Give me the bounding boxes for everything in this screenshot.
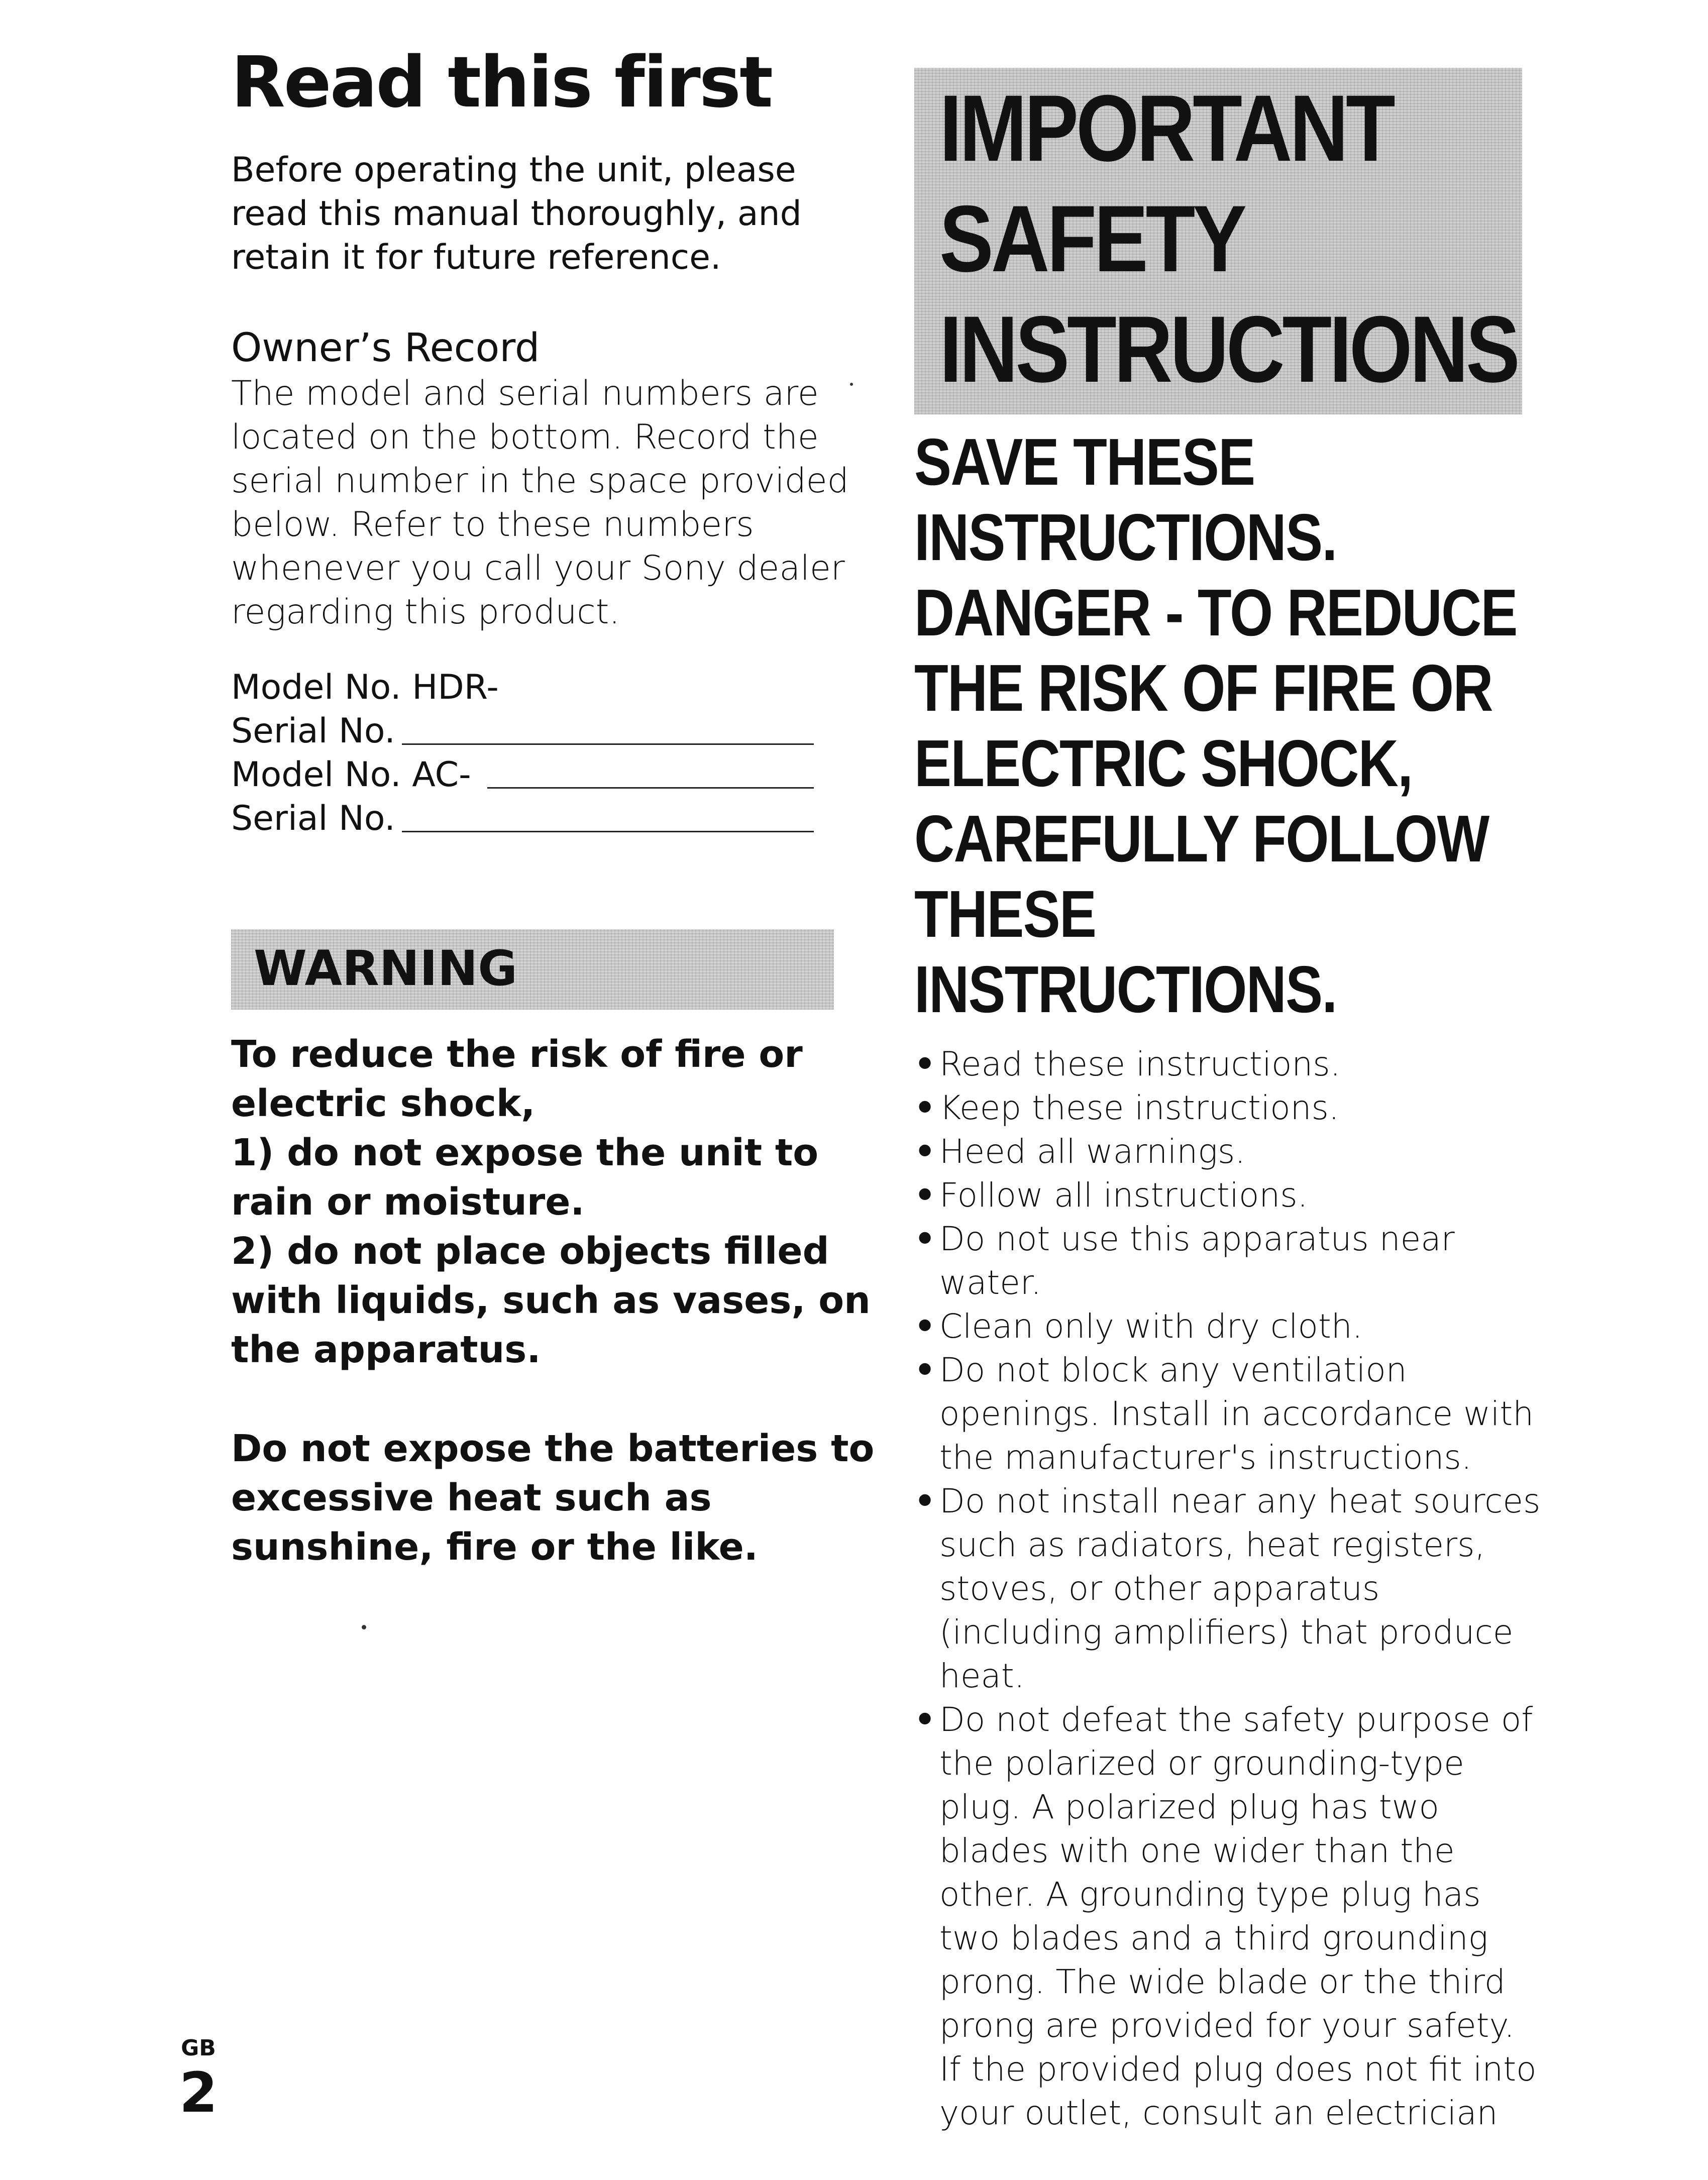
heading-line: CAREFULLY FOLLOW bbox=[914, 802, 1489, 876]
field-model-ac bbox=[231, 753, 854, 797]
heading-line: INSTRUCTIONS bbox=[939, 296, 1518, 402]
field-model-hdr bbox=[231, 666, 854, 709]
warning-line: To reduce the risk of fire or bbox=[231, 1033, 803, 1076]
list-item-line: Keep these instructions. bbox=[939, 1088, 1339, 1127]
list-item-line: prong are provided for your safety. bbox=[939, 2006, 1515, 2045]
owners-record-paragraph bbox=[231, 372, 854, 634]
scan-speck bbox=[850, 383, 853, 386]
list-item bbox=[914, 1130, 1577, 1173]
record-fields bbox=[231, 666, 854, 840]
heading-line: DANGER - TO REDUCE bbox=[914, 576, 1517, 649]
scan-speck bbox=[362, 1625, 366, 1629]
list-item-line: Do not use this apparatus near bbox=[939, 1220, 1455, 1258]
list-item-line: Heed all warnings. bbox=[939, 1132, 1246, 1171]
list-item-line: Clean only with dry cloth. bbox=[939, 1307, 1363, 1346]
warning-label: WARNING bbox=[254, 940, 517, 997]
page-footer bbox=[178, 2034, 219, 2123]
record-line: located on the bottom. Record the bbox=[231, 417, 819, 457]
page-title: Read this first bbox=[231, 42, 772, 124]
list-item-line: prong. The wide blade or the third bbox=[939, 1963, 1506, 2001]
battery-line: sunshine, fire or the like. bbox=[231, 1525, 758, 1569]
heading-line: INSTRUCTIONS. bbox=[914, 500, 1337, 574]
list-item-line: Do not block any ventilation bbox=[939, 1351, 1407, 1389]
list-item-line: other. A grounding type plug has bbox=[939, 1875, 1481, 1914]
record-line: serial number in the space provided bbox=[231, 461, 849, 501]
list-item-line: Read these instructions. bbox=[939, 1045, 1341, 1083]
bullet-icon: • bbox=[914, 1482, 936, 1520]
heading-line: THESE bbox=[914, 877, 1096, 951]
list-item bbox=[914, 1042, 1577, 1086]
list-item-line: Follow all instructions. bbox=[939, 1176, 1308, 1215]
write-in-line bbox=[402, 831, 814, 832]
warning-line: with liquids, such as vases, on bbox=[231, 1279, 871, 1322]
list-item-line: (including amplifiers) that produce bbox=[939, 1613, 1514, 1652]
intro-line: retain it for future reference. bbox=[231, 238, 721, 277]
battery-line: Do not expose the batteries to bbox=[231, 1427, 875, 1470]
warning-line: 2) do not place objects filled bbox=[231, 1230, 829, 1273]
bullet-icon: • bbox=[914, 1307, 936, 1346]
heading-line: SAFETY bbox=[939, 186, 1244, 291]
list-item bbox=[914, 1173, 1577, 1217]
battery-warning-text bbox=[231, 1424, 875, 1572]
heading-line: SAVE THESE bbox=[914, 425, 1255, 499]
heading-line: THE RISK OF FIRE OR bbox=[914, 651, 1492, 725]
list-item-line: heat. bbox=[939, 1657, 1025, 1695]
list-item-line: two blades and a third grounding bbox=[939, 1919, 1488, 1957]
record-line: regarding this product. bbox=[231, 592, 620, 632]
battery-line: excessive heat such as bbox=[231, 1476, 712, 1519]
write-in-line bbox=[402, 743, 814, 745]
record-line: below. Refer to these numbers bbox=[231, 505, 754, 544]
record-line: whenever you call your Sony dealer bbox=[231, 549, 845, 588]
page-number: 2 bbox=[179, 2060, 218, 2125]
list-item-line: the polarized or grounding-type bbox=[939, 1744, 1464, 1783]
bullet-icon: • bbox=[914, 1132, 936, 1171]
field-serial-2 bbox=[231, 797, 854, 840]
record-line: The model and serial numbers are bbox=[231, 374, 819, 413]
bullet-icon: • bbox=[914, 1700, 936, 1739]
important-safety-banner bbox=[914, 68, 1522, 414]
bullet-icon: • bbox=[914, 1220, 936, 1258]
field-label: Model No. HDR- bbox=[231, 668, 499, 707]
bullet-icon: • bbox=[914, 1045, 936, 1083]
intro-paragraph bbox=[231, 148, 854, 279]
warning-text bbox=[231, 1030, 871, 1374]
field-label: Model No. AC- bbox=[231, 755, 471, 795]
field-serial-1 bbox=[231, 709, 854, 753]
warning-line: electric shock, bbox=[231, 1082, 536, 1125]
list-item-line: plug. A polarized plug has two bbox=[939, 1788, 1439, 1826]
page-region-code: GB bbox=[181, 2035, 216, 2061]
heading-line: INSTRUCTIONS. bbox=[914, 952, 1337, 1026]
bullet-icon: • bbox=[914, 1176, 936, 1215]
list-item-line: If the provided plug does not fit into bbox=[939, 2050, 1537, 2089]
owners-record-heading: Owner’s Record bbox=[231, 325, 540, 371]
heading-line: ELECTRIC SHOCK, bbox=[914, 726, 1413, 800]
list-item-line: blades with one wider than the bbox=[939, 1831, 1455, 1870]
warning-line: 1) do not expose the unit to bbox=[231, 1131, 819, 1174]
save-instructions-heading bbox=[914, 424, 1517, 1027]
list-item bbox=[914, 1348, 1577, 1479]
important-safety-heading bbox=[939, 73, 1518, 404]
list-item-line: Do not defeat the safety purpose of bbox=[939, 1700, 1533, 1739]
warning-line: the apparatus. bbox=[231, 1328, 541, 1371]
list-item-line: the manufacturer's instructions. bbox=[939, 1438, 1472, 1477]
list-item-line: openings. Install in accordance with bbox=[939, 1394, 1534, 1433]
warning-banner bbox=[231, 929, 834, 1010]
list-item-line: Do not install near any heat sources bbox=[939, 1482, 1541, 1520]
list-item-line: your outlet, consult an electrician bbox=[939, 2094, 1498, 2132]
warning-line: rain or moisture. bbox=[231, 1180, 585, 1224]
list-item-line: water. bbox=[939, 1263, 1041, 1302]
list-item bbox=[914, 1217, 1577, 1304]
bullet-icon: • bbox=[914, 1351, 936, 1389]
list-item-line: such as radiators, heat registers, bbox=[939, 1525, 1485, 1564]
list-item-line: stoves, or other apparatus bbox=[939, 1569, 1380, 1608]
safety-instructions-list bbox=[914, 1042, 1577, 2135]
field-label: Serial No. bbox=[231, 799, 395, 838]
bullet-icon: • bbox=[914, 1088, 936, 1127]
intro-line: read this manual thoroughly, and bbox=[231, 194, 802, 234]
list-item bbox=[914, 1304, 1577, 1348]
list-item bbox=[914, 1698, 1577, 2135]
field-label: Serial No. bbox=[231, 711, 395, 751]
write-in-line bbox=[487, 787, 814, 789]
list-item bbox=[914, 1086, 1577, 1130]
list-item bbox=[914, 1479, 1577, 1698]
intro-line: Before operating the unit, please bbox=[231, 150, 796, 190]
heading-line: IMPORTANT bbox=[939, 75, 1393, 181]
